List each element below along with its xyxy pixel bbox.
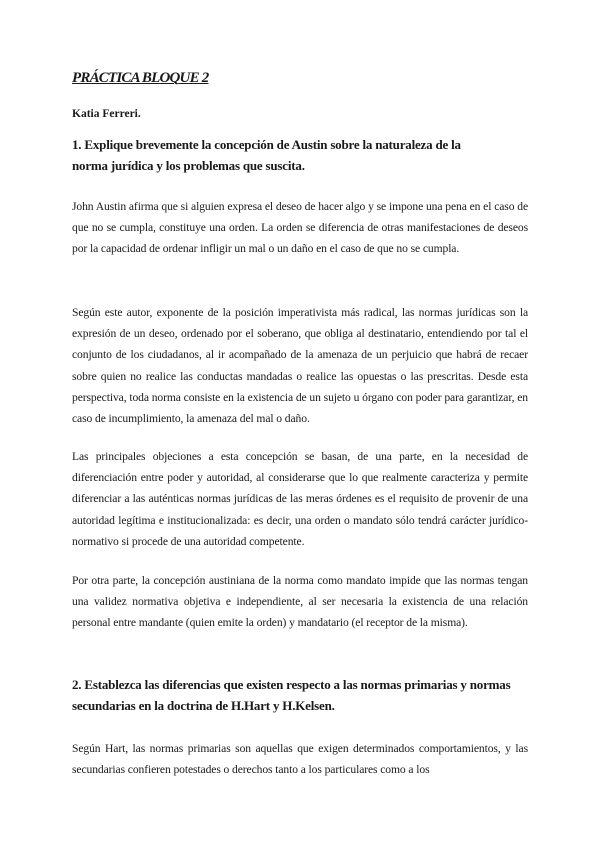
author-name: Katia Ferreri. [72, 108, 141, 120]
paragraph-1: John Austin afirma que si alguien expresa el deseo de hacer algo y se impone una pena en el caso de que no se cumpla, constituye una orden. La orden se diferencia de otras manifestaciones de deseos por la capacidad de ordenar infligir un mal o un daño en el caso de que no se cumpla. [72, 200, 528, 256]
paragraph-4: Por otra parte, la concepción austiniana de la norma como mandato impide que las normas tengan una validez normativa objetiva e independiente, al ser necesaria la existencia de una relación personal entre mandante (quien emite la orden) y mandatario (el receptor de la misma). [72, 574, 528, 630]
question-1-heading: 1. Explique brevemente la concepción de Austin sobre la naturaleza de la norma jurídica y los problemas que suscita. [72, 137, 461, 173]
paragraph-3: Las principales objeciones a esta concepción se basan, de una parte, en la necesidad de diferenciación entre poder y autoridad, al considerarse que lo que realmente caracteriza y permite diferenciar a las auténticas normas jurídicas de las meras órdenes es el requisito de provenir de una autoridad legítima e institucionalizada: es decir, una orden o mandato sólo tendrá carácter jurídico-normativo si procede de una autoridad competente. [72, 450, 528, 548]
paragraph-5: Según Hart, las normas primarias son aquellas que exigen determinados comportamientos, y las secundarias confieren potestades o derechos tanto a los particulares como a los [72, 742, 528, 777]
document-title: PRÁCTICA BLOQUE 2 [72, 70, 209, 86]
paragraph-2: Según este autor, exponente de la posición imperativista más radical, las normas jurídicas son la expresión de un deseo, ordenado por el soberano, que obliga al destinatario, entendiendo por tal el conjunto de los ciudadanos, al ir acompañado de la amenaza de un perjuicio que habrá de recaer sobre quien no realice las conductas mandadas o realice las opuestas o las prescritas. Desde esta perspectiva, toda norma consiste en la existencia de un sujeto u órgano con poder para garantizar, en caso de incumplimiento, la amenaza del mal o daño. [72, 306, 528, 426]
question-2-heading: 2. Establezca las diferencias que existen respecto a las normas primarias y normas secundarias en la doctrina de H.Hart y H.Kelsen. [72, 677, 511, 713]
